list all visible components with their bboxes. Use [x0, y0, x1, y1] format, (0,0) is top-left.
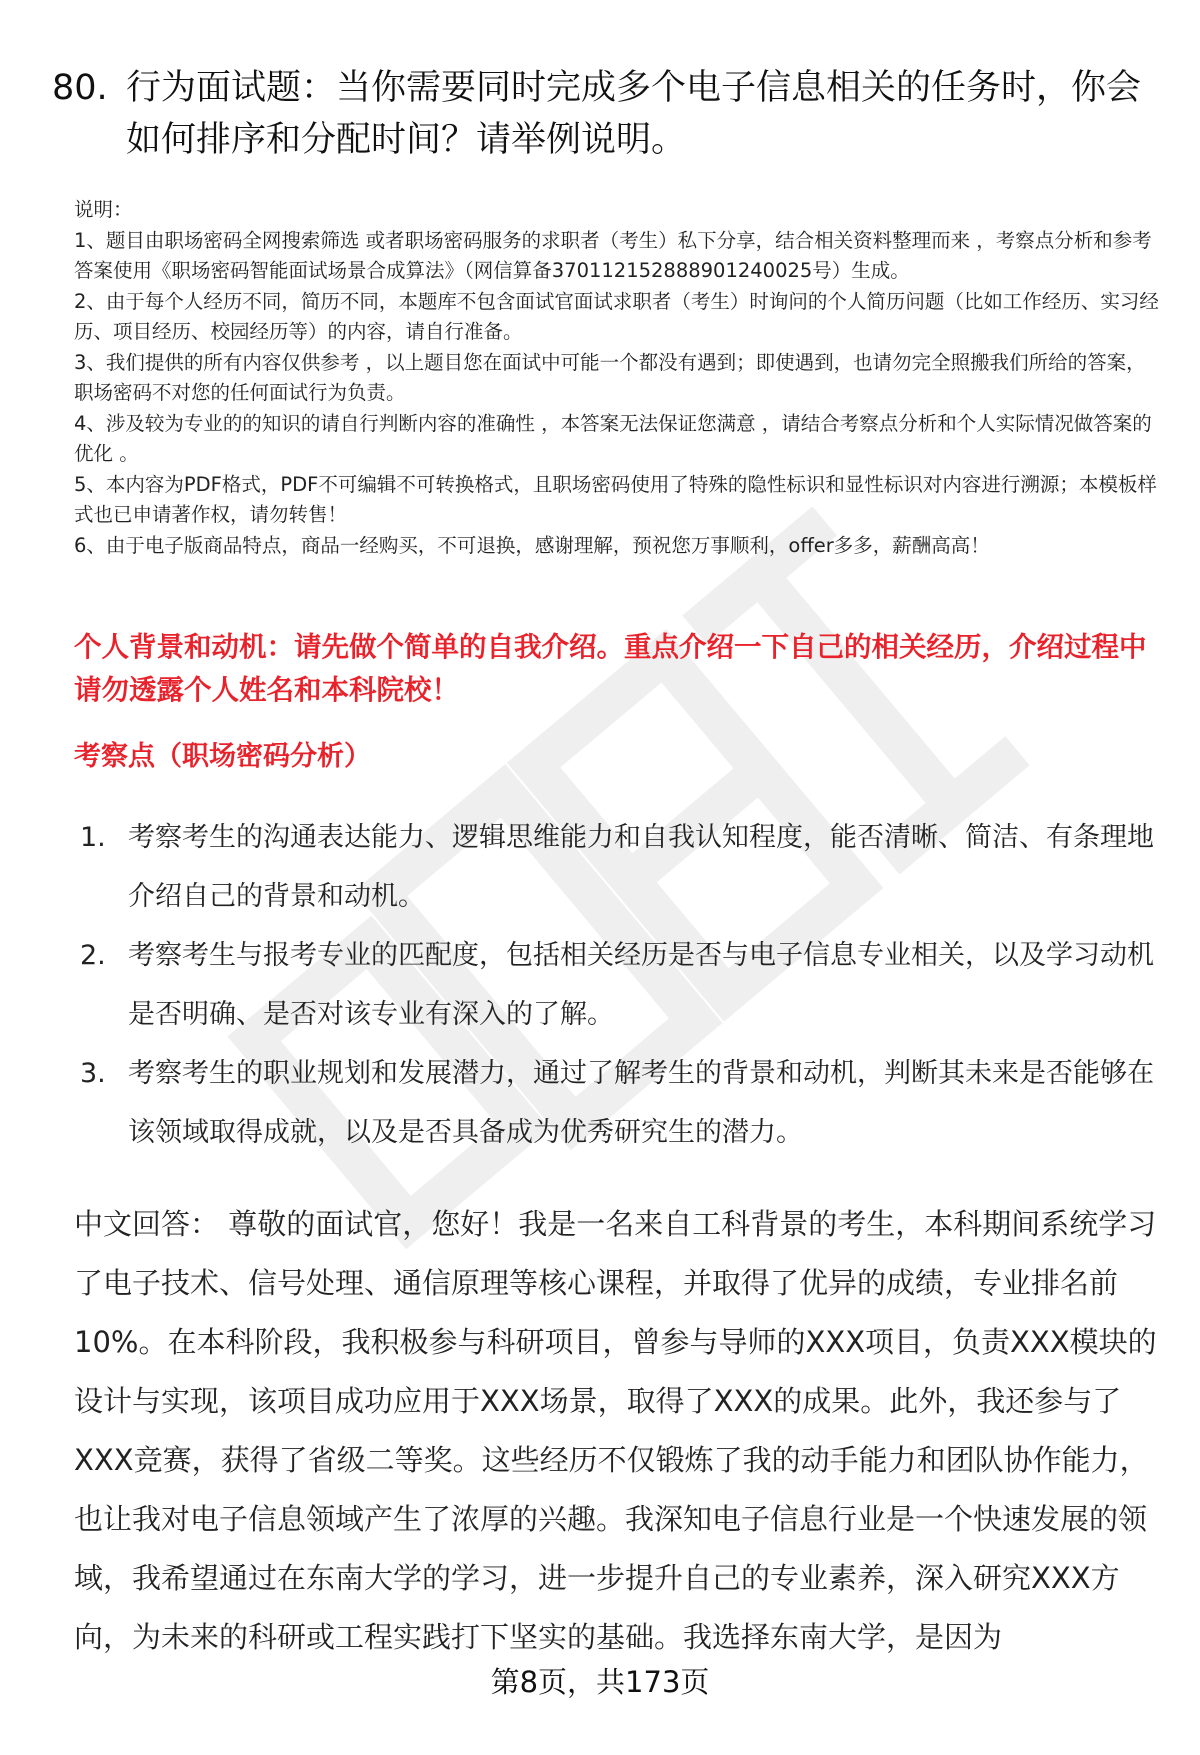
list-item — [80, 926, 1160, 1044]
background-question-heading: 个人背景和动机：请先做个简单的自我介绍。重点介绍一下自己的相关经历，介绍过程中请勿透露个人姓名和本科院校！ — [74, 631, 1147, 706]
note-item: 4、涉及较为专业的的知识的请自行判断内容的准确性 ，本答案无法保证您满意 ，请结合考察点分析和个人实际情况做答案的优化 。 — [74, 411, 1152, 465]
point-text: 考察考生的职业规划和发展潜力，通过了解考生的背景和动机，判断其未来是否能够在该领域取得成就，以及是否具备成为优秀研究生的潜力。 — [128, 1058, 1154, 1148]
point-number: 2. — [80, 940, 106, 971]
question-title — [52, 62, 1152, 166]
note-item: 5、本内容为PDF格式，PDF不可编辑不可转换格式，且职场密码使用了特殊的隐性标识和显性标识对内容进行溯源；本模板样式也已申请著作权，请勿转售！ — [74, 472, 1157, 526]
page-number-footer: 第8页，共173页 — [490, 1665, 710, 1699]
point-text: 考察考生与报考专业的匹配度，包括相关经历是否与电子信息专业相关，以及学习动机是否明确、是否对该专业有深入的了解。 — [128, 940, 1154, 1030]
chinese-answer: 中文回答： 尊敬的面试官，您好！我是一名来自工科背景的考生，本科期间系统学习了电子技术、信号处理、通信原理等核心课程，并取得了优异的成绩，专业排名前10%。在本科阶段，我积极参与科研项目，曾参与导师的XXX项目，负责XXX模块的设计与实现，该项目成功应用于XXX场景，取得了XXX的成果。此外，我还参与了XXX竞赛，获得了省级二等奖。这些经历不仅锻炼了我的动手能力和团队协作能力，也让我对电子信息领域产生了浓厚的兴趣。我深知电子信息行业是一个快速发展的领域，我希望通过在东南大学的学习，进一步提升自己的专业素养，深入研究XXX方向，为未来的科研或工程实践打下坚实的基础。我选择东南大学，是因为 — [74, 1207, 1157, 1654]
list-item — [80, 808, 1160, 926]
question-number: 80. — [52, 68, 108, 108]
assessment-points-list — [80, 808, 1160, 1162]
note-item: 3、我们提供的所有内容仅供参考 ，以上题目您在面试中可能一个都没有遇到；即使遇到，也请勿完全照搬我们所给的答案，职场密码不对您的任何面试行为负责。 — [74, 350, 1146, 404]
notes-heading: 说明： — [74, 198, 133, 221]
assessment-points-title: 考察点（职场密码分析） — [74, 741, 371, 772]
notes-section — [74, 195, 1164, 561]
point-number: 1. — [80, 822, 106, 853]
point-number: 3. — [80, 1058, 106, 1089]
note-item: 6、由于电子版商品特点，商品一经购买，不可退换，感谢理解，预祝您万事顺利，offer多多，薪酬高高！ — [74, 533, 990, 557]
question-text: 行为面试题：当你需要同时完成多个电子信息相关的任务时，你会如何排序和分配时间？请举例说明。 — [126, 68, 1142, 160]
note-item: 1、题目由职场密码全网搜索筛选 或者职场密码服务的求职者（考生）私下分享，结合相关资料整理而来 ，考察点分析和参考答案使用《职场密码智能面试场景合成算法》（网信算备370112152888901240025号）生成。 — [74, 228, 1152, 282]
list-item — [80, 1044, 1160, 1162]
note-item: 2、由于每个人经历不同，简历不同，本题库不包含面试官面试求职者（考生）时询问的个人简历问题（比如工作经历、实习经历、项目经历、校园经历等）的内容，请自行准备。 — [74, 289, 1159, 343]
point-text: 考察考生的沟通表达能力、逻辑思维能力和自我认知程度，能否清晰、简洁、有条理地介绍自己的背景和动机。 — [128, 822, 1154, 912]
